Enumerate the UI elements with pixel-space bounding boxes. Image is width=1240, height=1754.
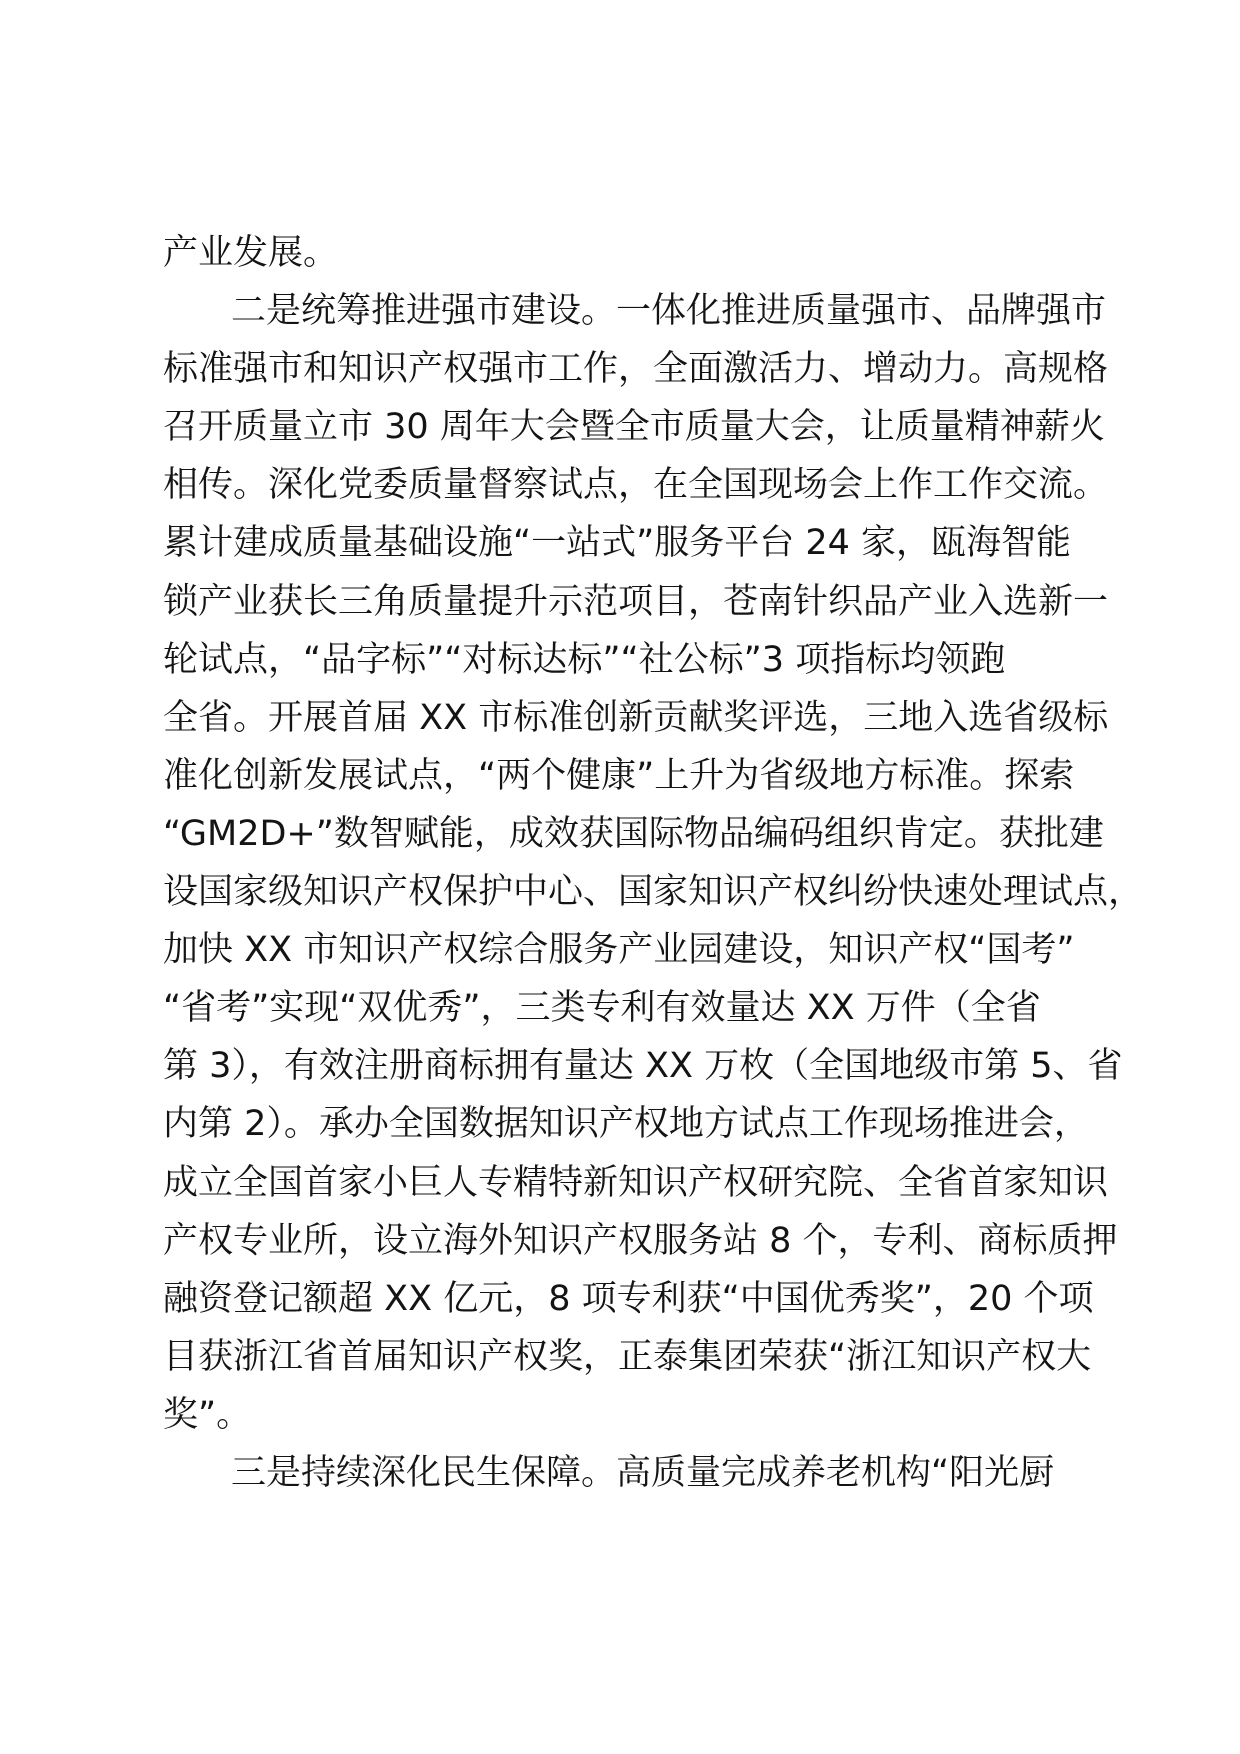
text-line: 产业发展。 [163,233,339,273]
text-line: 轮试点，“品字标”“对标达标”“社公标”3 项指标均领跑 [163,639,1006,680]
text-line: 加快 XX 市知识产权综合服务产业园建设，知识产权“国考” [163,930,1075,971]
text-line: 第 3），有效注册商标拥有量达 XX 万枚（全国地级市第 5、省 [163,1046,1123,1087]
text-line: 准化创新发展试点，“两个健康”上升为省级地方标准。探索 [163,755,1075,796]
text-line: 锁产业获长三角质量提升示范项目，苍南针织品产业入选新一 [163,581,1109,622]
body-text [163,224,1144,1502]
text-line: 成立全国首家小巨人专精特新知识产权研究院、全省首家知识 [163,1162,1109,1203]
text-line: 累计建成质量基础设施“一站式”服务平台 24 家，瓯海智能 [163,523,1072,564]
text-line: 产权专业所，设立海外知识产权服务站 8 个，专利、商标质押 [163,1220,1118,1261]
text-line: 相传。深化党委质量督察试点，在全国现场会上作工作交流。 [163,465,1109,506]
paragraph-start-line: 二是统筹推进强市建设。一体化推进质量强市、品牌强市 [231,291,1107,332]
paragraph-start-line: 三是持续深化民生保障。高质量完成养老机构“阳光厨 [231,1452,1055,1493]
text-line: 标准强市和知识产权强市工作，全面激活力、增动力。高规格 [163,349,1109,390]
text-line: “省考”实现“双优秀”，三类专利有效量达 XX 万件（全省 [163,988,1041,1029]
text-line: 召开质量立市 30 周年大会暨全市质量大会，让质量精神薪火 [163,407,1105,448]
text-line: 内第 2）。承办全国数据知识产权地方试点工作现场推进会， [163,1104,1089,1145]
text-line: 奖”。 [163,1394,252,1435]
text-line: 全省。开展首届 XX 市标准创新贡献奖评选，三地入选省级标 [163,697,1109,738]
text-line: 目获浙江省首届知识产权奖，正泰集团荣获“浙江知识产权大 [163,1336,1092,1377]
text-line: “GM2D+”数智赋能，成效获国际物品编码组织肯定。获批建 [163,813,1104,854]
text-line: 融资登记额超 XX 亿元，8 项专利获“中国优秀奖”，20 个项 [163,1278,1094,1319]
text-line: 设国家级知识产权保护中心、国家知识产权纠纷快速处理试点， [163,872,1144,913]
